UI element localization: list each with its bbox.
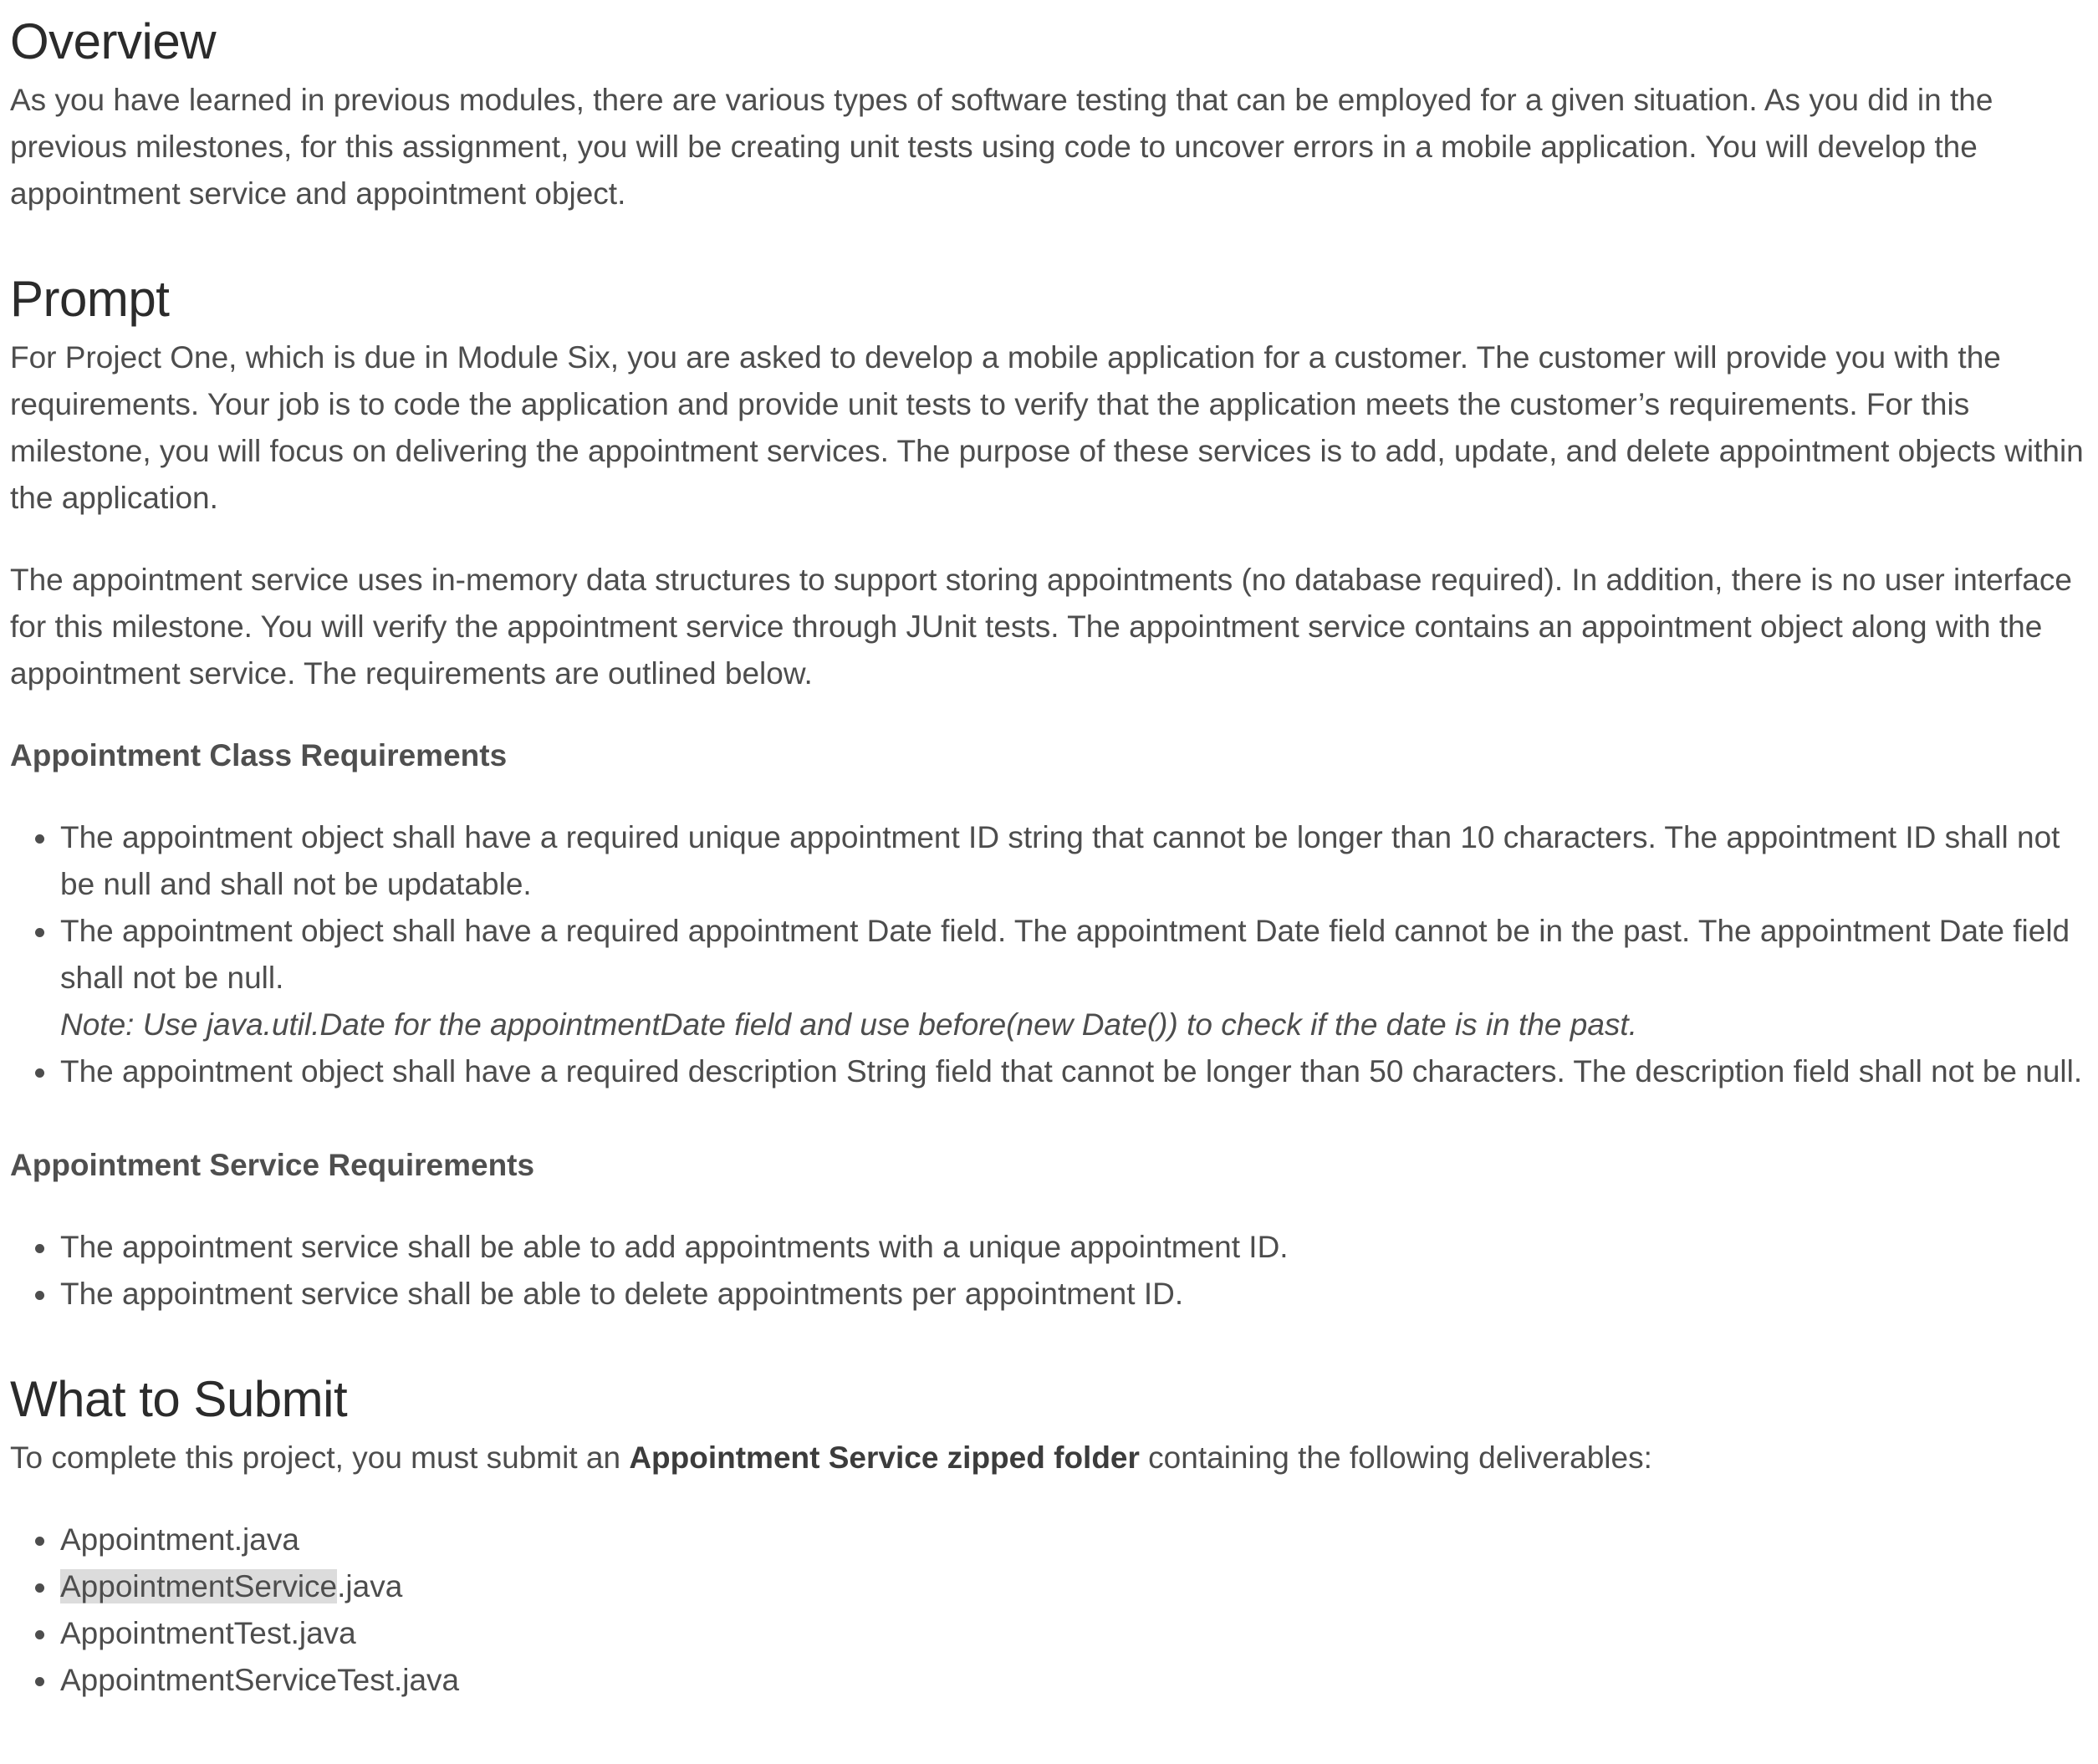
date-note: Note: Use java.util.Date for the appointmentDate field and use before(new Date()) to check if the date is in the past. — [60, 1007, 1637, 1042]
deliverable-file: AppointmentServiceTest.java — [60, 1663, 460, 1697]
list-item-text: The appointment object shall have a required appointment Date field. The appointment Date field cannot be in the past. The appointment Date field shall not be null. — [60, 914, 2070, 995]
list-item — [60, 814, 2088, 908]
service-requirements-list — [10, 1224, 2088, 1318]
list-item — [60, 1048, 2088, 1095]
prompt-heading: Prompt — [10, 271, 170, 327]
zipped-folder-label: Appointment Service zipped folder — [629, 1440, 1140, 1475]
overview-text: As you have learned in previous modules, there are various types of software testing that can be employed for a given situation. As you did in the previous milestones, for this assignment, you will be creating unit tests using code to uncover errors in a mobile application. You will develop the appointment service and appointment object. — [10, 83, 1993, 211]
list-item — [60, 908, 2088, 1048]
list-item-text: The appointment service shall be able to add appointments with a unique appointment ID. — [60, 1230, 1289, 1264]
class-requirements-list — [10, 814, 2088, 1095]
submit-intro: To complete this project, you must submit an Appointment Service zipped folder containing the following deliverables: — [10, 1440, 1652, 1475]
text-selection-highlight[interactable]: AppointmentService — [60, 1569, 338, 1603]
deliverable-item-highlighted: AppointmentService.java — [60, 1563, 2088, 1610]
deliverables-list — [10, 1517, 2088, 1704]
service-requirements-heading: Appointment Service Requirements — [10, 1148, 535, 1182]
deliverable-item — [60, 1657, 2088, 1704]
submit-heading: What to Submit — [10, 1371, 348, 1427]
deliverable-item — [60, 1610, 2088, 1657]
overview-heading: Overview — [10, 13, 217, 69]
deliverable-item — [60, 1517, 2088, 1563]
list-item-text: The appointment service shall be able to delete appointments per appointment ID. — [60, 1277, 1184, 1311]
prompt-paragraph-1: For Project One, which is due in Module Six, you are asked to develop a mobile application for a customer. The customer will provide you with the requirements. Your job is to code the application and provide unit tests to verify that the application meets the customer’s requirements. For this milestone, you will focus on delivering the appointment services. The purpose of these services is to add, update, and delete appointment objects within the application. — [10, 340, 2084, 515]
prompt-paragraph-2: The appointment service uses in-memory data structures to support storing appointments (no database required). In addition, there is no user interface for this milestone. You will verify the appointment service through JUnit tests. The appointment service contains an appointment object along with the appointment service. The requirements are outlined below. — [10, 563, 2072, 691]
list-item — [60, 1271, 2088, 1318]
deliverable-file: AppointmentTest.java — [60, 1616, 356, 1650]
list-item-text: The appointment object shall have a required description String field that cannot be longer than 50 characters. The description field shall not be null. — [60, 1054, 2083, 1088]
list-item — [60, 1224, 2088, 1271]
deliverable-file: Appointment.java — [60, 1522, 299, 1557]
list-item-text: The appointment object shall have a required unique appointment ID string that cannot be longer than 10 characters. The appointment ID shall not be null and shall not be updatable. — [60, 820, 2060, 901]
class-requirements-heading: Appointment Class Requirements — [10, 738, 508, 772]
